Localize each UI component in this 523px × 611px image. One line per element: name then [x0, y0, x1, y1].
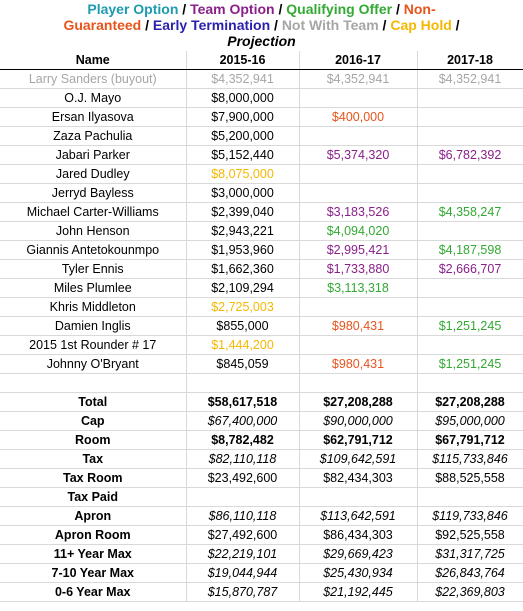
player-name: John Henson — [0, 222, 186, 241]
summary-value: $113,642,591 — [299, 507, 417, 526]
legend-qualifying-offer: Qualifying Offer — [286, 1, 393, 17]
summary-value: $86,434,303 — [299, 526, 417, 545]
summary-label: 11+ Year Max — [0, 545, 186, 564]
salary-cell — [417, 298, 523, 317]
summary-label: Tax Paid — [0, 488, 186, 507]
salary-cell: $2,109,294 — [186, 279, 299, 298]
empty-cell — [0, 374, 186, 393]
salary-cell — [417, 279, 523, 298]
summary-label: 7-10 Year Max — [0, 564, 186, 583]
salary-cell: $4,352,941 — [186, 70, 299, 89]
summary-value: $22,219,101 — [186, 545, 299, 564]
summary-row — [0, 545, 523, 564]
salary-cell: $3,000,000 — [186, 184, 299, 203]
color-legend — [0, 0, 523, 49]
salary-cell — [299, 127, 417, 146]
salary-cell: $2,399,040 — [186, 203, 299, 222]
player-row — [0, 317, 523, 336]
summary-label: Tax — [0, 450, 186, 469]
salary-cell: $980,431 — [299, 355, 417, 374]
summary-value: $22,369,803 — [417, 583, 523, 602]
salary-cell: $2,995,421 — [299, 241, 417, 260]
legend-early-termination: Early Termination — [152, 17, 271, 33]
summary-value: $31,317,725 — [417, 545, 523, 564]
player-row — [0, 127, 523, 146]
summary-value — [417, 488, 523, 507]
salary-cell — [417, 184, 523, 203]
legend-separator: / — [382, 17, 387, 33]
salary-cell — [417, 108, 523, 127]
summary-row — [0, 507, 523, 526]
summary-value — [186, 488, 299, 507]
summary-value: $86,110,118 — [186, 507, 299, 526]
legend-separator: / — [455, 17, 460, 33]
summary-value: $92,525,558 — [417, 526, 523, 545]
legend-separator: / — [145, 17, 150, 33]
player-row — [0, 260, 523, 279]
col-header-2016-17: 2016-17 — [299, 51, 417, 70]
salary-cell: $5,152,440 — [186, 146, 299, 165]
summary-label: Room — [0, 431, 186, 450]
legend-separator: / — [395, 1, 400, 17]
summary-value: $82,110,118 — [186, 450, 299, 469]
legend-player-option: Player Option — [87, 1, 179, 17]
salary-cell — [299, 336, 417, 355]
player-name: Tyler Ennis — [0, 260, 186, 279]
summary-label: Total — [0, 393, 186, 412]
summary-row — [0, 526, 523, 545]
salary-cell: $1,733,880 — [299, 260, 417, 279]
summary-label: Apron Room — [0, 526, 186, 545]
salary-cell: $845,059 — [186, 355, 299, 374]
salary-cell — [417, 127, 523, 146]
summary-value: $26,843,764 — [417, 564, 523, 583]
summary-label: Cap — [0, 412, 186, 431]
player-row — [0, 184, 523, 203]
salary-cell: $2,725,003 — [186, 298, 299, 317]
summary-row — [0, 431, 523, 450]
player-name: Zaza Pachulia — [0, 127, 186, 146]
player-name: Khris Middleton — [0, 298, 186, 317]
summary-value: $27,492,600 — [186, 526, 299, 545]
player-row — [0, 355, 523, 374]
summary-row — [0, 412, 523, 431]
empty-cell — [186, 374, 299, 393]
legend-separator: / — [182, 1, 187, 17]
salary-cell: $2,943,221 — [186, 222, 299, 241]
summary-row — [0, 583, 523, 602]
summary-value: $8,782,482 — [186, 431, 299, 450]
legend-line-1 — [0, 1, 523, 17]
salary-cell — [417, 89, 523, 108]
player-row — [0, 222, 523, 241]
summary-row — [0, 488, 523, 507]
salary-cell: $8,000,000 — [186, 89, 299, 108]
salary-cell: $1,444,200 — [186, 336, 299, 355]
summary-value: $25,430,934 — [299, 564, 417, 583]
salary-cell — [417, 222, 523, 241]
salary-cell: $4,187,598 — [417, 241, 523, 260]
summary-value: $62,791,712 — [299, 431, 417, 450]
player-row — [0, 336, 523, 355]
summary-value: $90,000,000 — [299, 412, 417, 431]
player-row — [0, 298, 523, 317]
summary-label: Tax Room — [0, 469, 186, 488]
table-body — [0, 70, 523, 602]
summary-value: $67,400,000 — [186, 412, 299, 431]
player-name: Jared Dudley — [0, 165, 186, 184]
salary-cell: $1,953,960 — [186, 241, 299, 260]
salary-cell: $400,000 — [299, 108, 417, 127]
table-header-row — [0, 51, 523, 70]
player-name: O.J. Mayo — [0, 89, 186, 108]
summary-value: $109,642,591 — [299, 450, 417, 469]
salary-cell: $8,075,000 — [186, 165, 299, 184]
salary-cell — [299, 298, 417, 317]
salary-cell: $3,183,526 — [299, 203, 417, 222]
legend-not-with-team: Not With Team — [281, 17, 379, 33]
legend-projection: Projection — [227, 33, 296, 49]
salary-cell: $5,200,000 — [186, 127, 299, 146]
summary-value: $27,208,288 — [417, 393, 523, 412]
summary-label: 0-6 Year Max — [0, 583, 186, 602]
salary-cell: $4,358,247 — [417, 203, 523, 222]
player-row — [0, 203, 523, 222]
salary-cell — [417, 336, 523, 355]
legend-separator: / — [278, 1, 283, 17]
player-name: Damien Inglis — [0, 317, 186, 336]
player-name: Michael Carter-Williams — [0, 203, 186, 222]
summary-value: $95,000,000 — [417, 412, 523, 431]
empty-cell — [417, 374, 523, 393]
summary-value: $88,525,558 — [417, 469, 523, 488]
summary-row — [0, 450, 523, 469]
salary-cell: $5,374,320 — [299, 146, 417, 165]
summary-value: $115,733,846 — [417, 450, 523, 469]
salary-cell: $1,662,360 — [186, 260, 299, 279]
summary-row — [0, 393, 523, 412]
player-row — [0, 70, 523, 89]
summary-value: $67,791,712 — [417, 431, 523, 450]
legend-separator: / — [274, 17, 278, 33]
player-name: Giannis Antetokounmpo — [0, 241, 186, 260]
legend-non: Non- — [403, 1, 436, 17]
salary-cell: $1,251,245 — [417, 355, 523, 374]
col-header-2015-16: 2015-16 — [186, 51, 299, 70]
col-header-name: Name — [0, 51, 186, 70]
player-name: Larry Sanders (buyout) — [0, 70, 186, 89]
player-row — [0, 279, 523, 298]
salary-table — [0, 51, 523, 602]
summary-value: $19,044,944 — [186, 564, 299, 583]
salary-cell: $855,000 — [186, 317, 299, 336]
player-row — [0, 241, 523, 260]
salary-cell: $1,251,245 — [417, 317, 523, 336]
salary-cell — [417, 165, 523, 184]
player-name: 2015 1st Rounder # 17 — [0, 336, 186, 355]
summary-row — [0, 564, 523, 583]
summary-value: $23,492,600 — [186, 469, 299, 488]
legend-guaranteed: Guaranteed — [63, 17, 142, 33]
salary-cell: $3,113,318 — [299, 279, 417, 298]
salary-cell: $4,352,941 — [417, 70, 523, 89]
player-row — [0, 146, 523, 165]
legend-cap-hold: Cap Hold — [390, 17, 452, 33]
summary-value: $82,434,303 — [299, 469, 417, 488]
summary-value: $119,733,846 — [417, 507, 523, 526]
legend-line-2 — [0, 17, 523, 33]
player-name: Jabari Parker — [0, 146, 186, 165]
summary-value: $29,669,423 — [299, 545, 417, 564]
player-name: Ersan Ilyasova — [0, 108, 186, 127]
player-row — [0, 165, 523, 184]
player-name: Johnny O'Bryant — [0, 355, 186, 374]
legend-team-option: Team Option — [190, 1, 275, 17]
salary-cell: $4,094,020 — [299, 222, 417, 241]
salary-cell — [299, 89, 417, 108]
summary-value: $58,617,518 — [186, 393, 299, 412]
summary-value: $27,208,288 — [299, 393, 417, 412]
spacer-row — [0, 374, 523, 393]
player-row — [0, 108, 523, 127]
salary-cell — [299, 184, 417, 203]
salary-cell — [299, 165, 417, 184]
player-name: Jerryd Bayless — [0, 184, 186, 203]
summary-value: $15,870,787 — [186, 583, 299, 602]
salary-cell: $2,666,707 — [417, 260, 523, 279]
summary-value — [299, 488, 417, 507]
summary-label: Apron — [0, 507, 186, 526]
player-row — [0, 89, 523, 108]
salary-cell: $980,431 — [299, 317, 417, 336]
summary-value: $21,192,445 — [299, 583, 417, 602]
salary-cell: $4,352,941 — [299, 70, 417, 89]
salary-cell: $6,782,392 — [417, 146, 523, 165]
summary-row — [0, 469, 523, 488]
salary-cell: $7,900,000 — [186, 108, 299, 127]
empty-cell — [299, 374, 417, 393]
col-header-2017-18: 2017-18 — [417, 51, 523, 70]
player-name: Miles Plumlee — [0, 279, 186, 298]
